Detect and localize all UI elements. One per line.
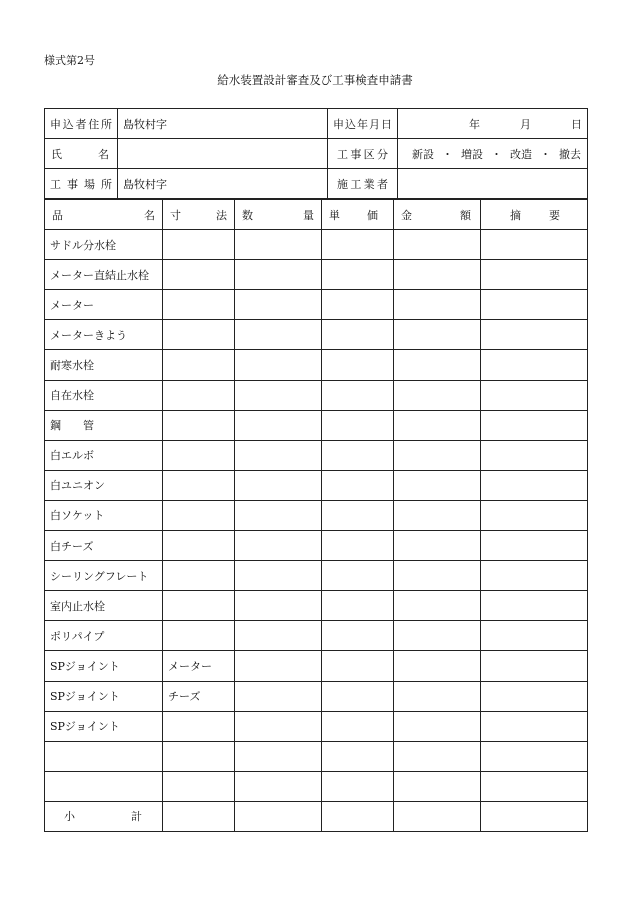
unit-price-cell[interactable]	[322, 260, 394, 290]
unit-price-cell[interactable]	[322, 771, 394, 801]
work-site-label	[45, 169, 118, 199]
table-row	[45, 651, 588, 681]
table-row	[45, 410, 588, 440]
unit-price-cell[interactable]	[322, 531, 394, 561]
table-row	[45, 380, 588, 410]
unit-price-cell[interactable]	[322, 711, 394, 741]
unit-price-cell[interactable]	[322, 561, 394, 591]
work-type-label	[328, 139, 398, 169]
label-char: 年	[357, 117, 368, 131]
table-row	[45, 621, 588, 651]
unit-price-cell[interactable]	[322, 591, 394, 621]
remarks-cell[interactable]	[481, 681, 588, 711]
subtotal-quantity-cell[interactable]	[235, 801, 322, 831]
table-row	[45, 320, 588, 350]
item-name-cell	[45, 771, 163, 801]
size-cell[interactable]	[163, 440, 235, 470]
size-cell[interactable]: チーズ	[163, 681, 235, 711]
label-char: 事	[350, 147, 362, 161]
table-row	[45, 290, 588, 320]
size-cell[interactable]	[163, 290, 235, 320]
table-row	[45, 711, 588, 741]
size-cell[interactable]	[163, 380, 235, 410]
amount-cell[interactable]	[394, 591, 481, 621]
item-name-cell: 鋼 管	[45, 410, 163, 440]
remarks-cell[interactable]	[481, 440, 588, 470]
unit-price-cell[interactable]	[322, 410, 394, 440]
amount-cell[interactable]	[394, 711, 481, 741]
remarks-cell[interactable]	[481, 591, 588, 621]
unit-price-cell[interactable]	[322, 440, 394, 470]
column-header: 寸 法	[163, 200, 235, 230]
column-header: 摘 要	[481, 200, 588, 230]
table-row	[45, 531, 588, 561]
column-header: 数 量	[235, 200, 322, 230]
label-char: 申	[333, 117, 344, 131]
unit-price-cell[interactable]	[322, 230, 394, 260]
item-name-cell: メーターきよう	[45, 320, 163, 350]
column-header: 品 名	[45, 200, 163, 230]
item-name-cell: 白ソケット	[45, 500, 163, 530]
remarks-cell[interactable]	[481, 531, 588, 561]
label-char: 氏	[51, 147, 62, 161]
amount-cell[interactable]	[394, 681, 481, 711]
quantity-cell[interactable]	[235, 591, 322, 621]
item-name-cell: 自在水栓	[45, 380, 163, 410]
quantity-cell[interactable]	[235, 320, 322, 350]
label-char: 所	[101, 177, 112, 191]
remarks-cell[interactable]	[481, 350, 588, 380]
remarks-cell[interactable]	[481, 651, 588, 681]
quantity-cell[interactable]	[235, 380, 322, 410]
table-row	[45, 741, 588, 771]
quantity-cell[interactable]	[235, 741, 322, 771]
amount-cell[interactable]	[394, 531, 481, 561]
amount-cell[interactable]	[394, 561, 481, 591]
unit-price-cell[interactable]	[322, 681, 394, 711]
name-row	[45, 139, 588, 169]
label-char: 月	[369, 117, 380, 131]
table-row	[45, 561, 588, 591]
remarks-cell[interactable]	[481, 711, 588, 741]
form-number: 様式第2号	[44, 54, 95, 67]
remarks-cell[interactable]	[481, 741, 588, 771]
subtotal-size-cell[interactable]	[163, 801, 235, 831]
work-type-options[interactable]	[398, 139, 588, 169]
quantity-cell[interactable]	[235, 561, 322, 591]
size-cell[interactable]	[163, 470, 235, 500]
amount-cell[interactable]	[394, 380, 481, 410]
subtotal-remarks-cell[interactable]	[481, 801, 588, 831]
amount-cell[interactable]	[394, 470, 481, 500]
amount-cell[interactable]	[394, 651, 481, 681]
label-char: 区	[363, 147, 375, 161]
contractor-label	[328, 169, 398, 199]
unit-price-cell[interactable]	[322, 290, 394, 320]
item-name-cell: サドル分水栓	[45, 230, 163, 260]
amount-cell[interactable]	[394, 350, 481, 380]
table-row	[45, 440, 588, 470]
remarks-cell[interactable]	[481, 380, 588, 410]
date-part: 月	[520, 117, 531, 131]
applicant-address-field[interactable]: 島牧村字	[118, 109, 328, 139]
amount-cell[interactable]	[394, 621, 481, 651]
remarks-cell[interactable]	[481, 621, 588, 651]
quantity-cell[interactable]	[235, 350, 322, 380]
name-label	[45, 139, 118, 169]
document-title: 給水装置設計審査及び工事検査申請書	[217, 73, 413, 87]
size-cell[interactable]	[163, 531, 235, 561]
quantity-cell[interactable]	[235, 440, 322, 470]
applicant-address-row	[45, 109, 588, 139]
size-cell[interactable]	[163, 500, 235, 530]
work-type-option: 改造	[510, 147, 532, 161]
quantity-cell[interactable]	[235, 230, 322, 260]
item-name-cell: 白エルボ	[45, 440, 163, 470]
contractor-field[interactable]	[398, 169, 588, 199]
size-cell[interactable]	[163, 741, 235, 771]
column-header: 金 額	[394, 200, 481, 230]
amount-cell[interactable]	[394, 410, 481, 440]
application-date-field[interactable]	[398, 109, 588, 139]
item-name-cell: SPジョイント	[45, 681, 163, 711]
unit-price-cell[interactable]	[322, 741, 394, 771]
label-char: 事	[67, 177, 78, 191]
materials-table	[44, 199, 588, 832]
item-name-cell: 耐寒水栓	[45, 350, 163, 380]
name-field[interactable]	[118, 139, 328, 169]
remarks-cell[interactable]	[481, 470, 588, 500]
quantity-cell[interactable]	[235, 531, 322, 561]
size-cell[interactable]	[163, 320, 235, 350]
label-char: 日	[381, 117, 392, 131]
label-char: 施	[337, 177, 348, 191]
remarks-cell[interactable]	[481, 561, 588, 591]
label-char: 場	[84, 177, 95, 191]
item-name-cell: 室内止水栓	[45, 591, 163, 621]
quantity-cell[interactable]	[235, 290, 322, 320]
label-char: 分	[376, 147, 388, 161]
label-char: 名	[98, 147, 109, 161]
size-cell[interactable]	[163, 260, 235, 290]
size-cell[interactable]	[163, 350, 235, 380]
label-char: 業	[363, 177, 375, 191]
item-name-cell: SPジョイント	[45, 711, 163, 741]
work-type-option: 増設	[461, 147, 483, 161]
size-cell[interactable]	[163, 711, 235, 741]
quantity-cell[interactable]	[235, 470, 322, 500]
unit-price-cell[interactable]	[322, 350, 394, 380]
applicant-address-label	[45, 109, 118, 139]
applicant-info-table	[44, 108, 588, 199]
quantity-cell[interactable]	[235, 410, 322, 440]
unit-price-cell[interactable]	[322, 500, 394, 530]
item-name-cell	[45, 741, 163, 771]
remarks-cell[interactable]	[481, 410, 588, 440]
date-part: 年	[469, 117, 480, 131]
date-part: 日	[571, 117, 582, 131]
subtotal-row	[45, 801, 588, 831]
subtotal-amount-cell[interactable]	[394, 801, 481, 831]
table-row	[45, 500, 588, 530]
work-type-option: ・	[540, 147, 551, 161]
quantity-cell[interactable]	[235, 500, 322, 530]
table-row	[45, 470, 588, 500]
item-name-cell: 白ユニオン	[45, 470, 163, 500]
quantity-cell[interactable]	[235, 681, 322, 711]
label-char: 者	[376, 177, 388, 191]
label-char: 申	[50, 117, 61, 131]
quantity-cell[interactable]	[235, 711, 322, 741]
work-type-option: ・	[442, 147, 453, 161]
label-char: 所	[101, 117, 112, 131]
unit-price-cell[interactable]	[322, 320, 394, 350]
amount-cell[interactable]	[394, 741, 481, 771]
subtotal-unit-price-cell[interactable]	[322, 801, 394, 831]
item-name-cell: ポリパイプ	[45, 621, 163, 651]
amount-cell[interactable]	[394, 440, 481, 470]
remarks-cell[interactable]	[481, 230, 588, 260]
table-row	[45, 350, 588, 380]
table-row	[45, 771, 588, 801]
item-name-cell: メーター	[45, 290, 163, 320]
unit-price-cell[interactable]	[322, 621, 394, 651]
item-name-cell: SPジョイント	[45, 651, 163, 681]
amount-cell[interactable]	[394, 260, 481, 290]
table-row	[45, 230, 588, 260]
table-header-row	[45, 200, 588, 230]
label-char: 者	[75, 117, 87, 131]
subtotal-label: 小 計	[45, 801, 163, 831]
amount-cell[interactable]	[394, 230, 481, 260]
column-header: 単 価	[322, 200, 394, 230]
label-char: 住	[88, 117, 100, 131]
work-type-option: 撤去	[559, 147, 581, 161]
table-row	[45, 260, 588, 290]
label-char: 工	[337, 147, 348, 161]
quantity-cell[interactable]	[235, 621, 322, 651]
remarks-cell[interactable]	[481, 771, 588, 801]
work-site-row	[45, 169, 588, 199]
remarks-cell[interactable]	[481, 260, 588, 290]
work-type-option: ・	[491, 147, 502, 161]
label-char: 工	[50, 177, 61, 191]
size-cell[interactable]	[163, 771, 235, 801]
remarks-cell[interactable]	[481, 320, 588, 350]
table-row	[45, 591, 588, 621]
amount-cell[interactable]	[394, 290, 481, 320]
label-char: 工	[350, 177, 362, 191]
quantity-cell[interactable]	[235, 771, 322, 801]
label-char: 込	[345, 117, 356, 131]
unit-price-cell[interactable]	[322, 380, 394, 410]
remarks-cell[interactable]	[481, 290, 588, 320]
unit-price-cell[interactable]	[322, 651, 394, 681]
remarks-cell[interactable]	[481, 500, 588, 530]
size-cell[interactable]	[163, 230, 235, 260]
work-type-option: 新設	[412, 147, 434, 161]
quantity-cell[interactable]	[235, 260, 322, 290]
label-char: 込	[62, 117, 74, 131]
amount-cell[interactable]	[394, 320, 481, 350]
amount-cell[interactable]	[394, 500, 481, 530]
table-row	[45, 681, 588, 711]
size-cell[interactable]: メーター	[163, 651, 235, 681]
size-cell[interactable]	[163, 561, 235, 591]
unit-price-cell[interactable]	[322, 470, 394, 500]
application-date-label	[328, 109, 398, 139]
amount-cell[interactable]	[394, 771, 481, 801]
work-site-field[interactable]: 島牧村字	[118, 169, 328, 199]
item-name-cell: 白チーズ	[45, 531, 163, 561]
quantity-cell[interactable]	[235, 651, 322, 681]
size-cell[interactable]	[163, 621, 235, 651]
item-name-cell: シーリングフレート	[45, 561, 163, 591]
item-name-cell: メーター直結止水栓	[45, 260, 163, 290]
size-cell[interactable]	[163, 410, 235, 440]
size-cell[interactable]	[163, 591, 235, 621]
